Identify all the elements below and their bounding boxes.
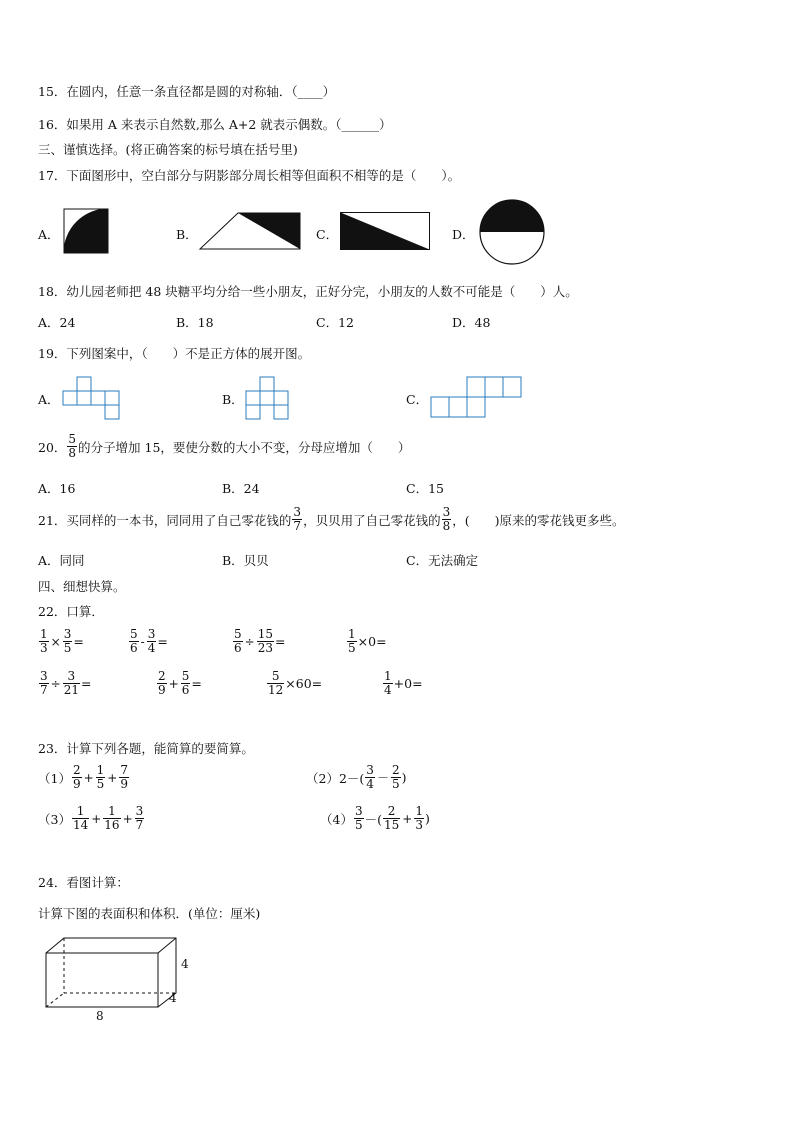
mental-calc-7: $\frac{5}{12}$ ×60= [268, 669, 323, 697]
cuboid-length-label: 8 [96, 1009, 104, 1023]
cuboid-depth-label: 4 [169, 991, 177, 1005]
fraction: 3 7 [293, 505, 302, 533]
cuboid-height-label: 4 [181, 957, 189, 971]
q20-option-b: B．24 [222, 481, 260, 496]
section-3-title: 三、谨慎选择。(将正确答案的标号填在括号里) [38, 142, 298, 157]
calc-problem-4: （4） 3 5 －( 2 15 + $\frac{1}{3}$ ) [320, 804, 430, 832]
q17-figure-b [200, 212, 302, 252]
q19-option-b: B． [222, 392, 244, 407]
question-17-stem: 17．下面图形中，空白部分与阴影部分周长相等但面积不相等的是（ ）。 [38, 168, 461, 183]
mental-calc-1: $\frac{1}{3}$ × $\frac{3}{5}$ = [40, 627, 84, 655]
q21-option-c: C．无法确定 [406, 553, 479, 568]
q17-figure-a [64, 209, 110, 255]
q21-option-b: B．贝贝 [222, 553, 269, 568]
question-20-stem: 20． 5 8 的分子增加 15，要使分数的大小不变，分母应增加（ ） [38, 432, 411, 460]
q20-option-a: A．16 [38, 481, 76, 496]
fraction: 5 8 [68, 432, 77, 460]
mental-calc-4: $\frac{1}{5}$ ×0= [348, 627, 387, 655]
calc-problem-2: （2） 2－( 3 4 － 2 5 ) [306, 763, 407, 791]
q20-option-c: C．15 [406, 481, 444, 496]
q18-option-c: C．12 [316, 315, 354, 330]
q19-net-b [245, 376, 293, 422]
q17-option-b: B． [176, 227, 198, 242]
calc-problem-3: （3） 1 14 + $\frac{1}{16}$ + $\frac{3}{7}$ [38, 804, 144, 832]
question-16: 16．如果用 A 来表示自然数,那么 A+2 就表示偶数。（______） [38, 117, 392, 132]
q17-option-a: A． [38, 227, 60, 242]
q19-option-a: A． [38, 392, 60, 407]
fraction: 3 8 [442, 505, 451, 533]
question-23-title: 23．计算下列各题，能简算的要简算。 [38, 741, 254, 756]
mental-calc-8: 1 4 +0= [384, 669, 423, 697]
mental-calc-6: 2 9 + $\frac{5}{6}$ = [158, 669, 202, 697]
mental-calc-2: 5 6 - $\frac{3}{4}$ = [130, 627, 168, 655]
question-18-stem: 18．幼儿园老师把 48 块糖平均分给一些小朋友，正好分完，小朋友的人数不可能是（ ）人。 [38, 284, 578, 299]
calc-problem-1: （1） 2 9 + $\frac{1}{5}$ + $\frac{7}{9}$ [38, 763, 128, 791]
q19-net-a [62, 376, 122, 422]
question-24-title: 24．看图计算： [38, 875, 129, 890]
q18-option-d: D．48 [452, 315, 491, 330]
question-24-sub: 计算下图的表面积和体积．(单位：厘米) [38, 906, 261, 921]
q18-option-a: A．24 [38, 315, 76, 330]
q18-option-b: B．18 [176, 315, 214, 330]
q17-figure-c [340, 212, 432, 252]
q17-option-c: C． [316, 227, 339, 242]
question-22-title: 22．口算． [38, 604, 104, 619]
q19-net-c [430, 376, 524, 422]
q21-option-a: A．同同 [38, 553, 85, 568]
q17-figure-d [477, 199, 547, 265]
section-4-title: 四、细想快算。 [38, 579, 126, 594]
mental-calc-5: $\frac{3}{7}$ ÷ $\frac{3}{21}$ = [40, 669, 92, 697]
mental-calc-3: $\frac{5}{6}$ ÷ $\frac{15}{23}$ = [234, 627, 286, 655]
cuboid-diagram [44, 937, 194, 1027]
q17-option-d: D． [452, 227, 475, 242]
q19-option-c: C． [406, 392, 429, 407]
question-21-stem: 21．买同样的一本书，同同用了自己零花钱的 3 7 ，贝贝用了自己零花钱的 3 8 ，( )原来的零花钱更多些。 [38, 505, 625, 533]
question-15: 15．在圆内，任意一条直径都是圆的对称轴．（____） [38, 84, 336, 99]
question-19-stem: 19．下列图案中，（ ）不是正方体的展开图。 [38, 346, 311, 361]
